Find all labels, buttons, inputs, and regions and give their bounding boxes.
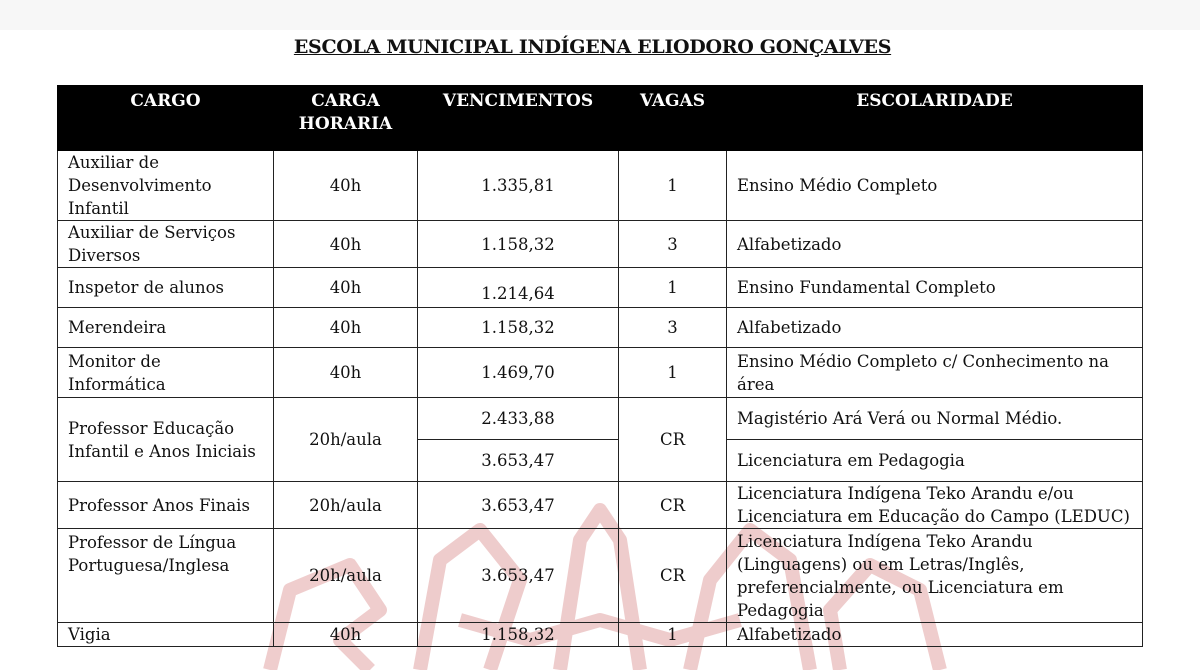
table-row [58, 482, 1143, 529]
header-vagas: VAGAS [619, 86, 727, 151]
table-row [58, 308, 1143, 348]
cell-escolaridade [727, 529, 1143, 623]
table-row [58, 348, 1143, 398]
cargo-line: Informática [68, 374, 166, 394]
cell-vencimento: 1.158,32 [418, 308, 619, 348]
cell-vencimento: 1.469,70 [418, 348, 619, 398]
cell-vagas: CR [619, 529, 727, 623]
escolaridade-line: (Linguagens) ou em Letras/Inglês, [737, 554, 1025, 574]
cell-escolaridade [727, 482, 1143, 529]
cell-carga: 20h/aula [274, 398, 418, 482]
top-bar [0, 0, 1200, 30]
cell-escolaridade [727, 348, 1143, 398]
header-carga-line2: HORARIA [298, 114, 393, 134]
escolaridade-line: área [737, 374, 775, 394]
header-row [58, 86, 1143, 151]
cargo-line: Infantil e Anos Iniciais [68, 441, 256, 461]
header-vencimentos: VENCIMENTOS [418, 86, 619, 151]
cargo-line: Professor de Língua [68, 533, 237, 552]
escolaridade-line: Pedagogia [737, 600, 824, 620]
cell-vencimento: 1.158,32 [418, 623, 619, 647]
cell-carga: 40h [274, 348, 418, 398]
cell-vagas: 1 [619, 268, 727, 308]
cell-cargo: Inspetor de alunos [58, 268, 274, 308]
cell-vagas: 3 [619, 308, 727, 348]
header-carga-line1: CARGA [311, 91, 380, 111]
header-escolaridade: ESCOLARIDADE [727, 86, 1143, 151]
cargo-line: Portuguesa/Inglesa [68, 556, 230, 575]
cell-carga: 20h/aula [274, 482, 418, 529]
escolaridade-line: Licenciatura Indígena Teko Arandu e/ou [737, 484, 1074, 503]
table-row [58, 623, 1143, 647]
cell-cargo [58, 398, 274, 482]
escolaridade-line: Licenciatura em Educação do Campo (LEDUC) [737, 507, 1130, 526]
cell-cargo: Vigia [58, 623, 274, 647]
cell-vagas: 1 [619, 151, 727, 221]
cell-vagas: 3 [619, 221, 727, 268]
page-title: ESCOLA MUNICIPAL INDÍGENA ELIODORO GONÇALVES [293, 36, 892, 58]
header-cargo: CARGO [58, 86, 274, 151]
table-row [58, 398, 1143, 440]
cell-vencimento: 3.653,47 [418, 482, 619, 529]
header-carga-horaria [274, 86, 418, 151]
cell-escolaridade: Alfabetizado [727, 623, 1143, 647]
escolaridade-line: preferencialmente, ou Licenciatura em [737, 577, 1064, 597]
cargo-line: Desenvolvimento [68, 176, 212, 195]
cell-escolaridade: Magistério Ará Verá ou Normal Médio. [727, 398, 1143, 440]
cell-vencimento: 1.214,64 [418, 268, 619, 308]
cell-carga: 20h/aula [274, 529, 418, 623]
cell-vencimento: 1.158,32 [418, 221, 619, 268]
table-row [58, 221, 1143, 268]
table-row [58, 529, 1143, 623]
cell-escolaridade: Ensino Fundamental Completo [727, 268, 1143, 308]
cell-cargo [58, 529, 274, 623]
cell-cargo [58, 348, 274, 398]
cell-carga: 40h [274, 308, 418, 348]
vacancies-table [57, 85, 1143, 647]
cargo-line: Diversos [68, 246, 141, 265]
cell-escolaridade: Alfabetizado [727, 308, 1143, 348]
escolaridade-line: Ensino Médio Completo c/ Conhecimento na [737, 351, 1109, 371]
cell-escolaridade: Ensino Médio Completo [727, 151, 1143, 221]
cell-escolaridade: Alfabetizado [727, 221, 1143, 268]
cargo-line: Auxiliar de Serviços [68, 223, 236, 242]
cell-carga: 40h [274, 268, 418, 308]
cargo-line: Professor Educação [68, 418, 235, 438]
table-row [58, 268, 1143, 308]
cell-carga: 40h [274, 623, 418, 647]
cell-escolaridade: Licenciatura em Pedagogia [727, 440, 1143, 482]
table-row [58, 151, 1143, 221]
cell-vencimento: 2.433,88 [418, 398, 619, 440]
escolaridade-line: Licenciatura Indígena Teko Arandu [737, 531, 1033, 551]
cell-vagas: 1 [619, 623, 727, 647]
cell-cargo [58, 221, 274, 268]
cell-carga: 40h [274, 221, 418, 268]
cell-cargo: Merendeira [58, 308, 274, 348]
cell-vagas: CR [619, 398, 727, 482]
cell-vagas: 1 [619, 348, 727, 398]
cell-cargo: Professor Anos Finais [58, 482, 274, 529]
cargo-line: Auxiliar de [68, 153, 159, 172]
cell-vencimento: 3.653,47 [418, 440, 619, 482]
cell-vagas: CR [619, 482, 727, 529]
cell-cargo [58, 151, 274, 221]
cargo-line: Infantil [68, 199, 129, 218]
cargo-line: Monitor de [68, 351, 161, 371]
cell-vencimento: 3.653,47 [418, 529, 619, 623]
cell-vencimento: 1.335,81 [418, 151, 619, 221]
cell-carga: 40h [274, 151, 418, 221]
